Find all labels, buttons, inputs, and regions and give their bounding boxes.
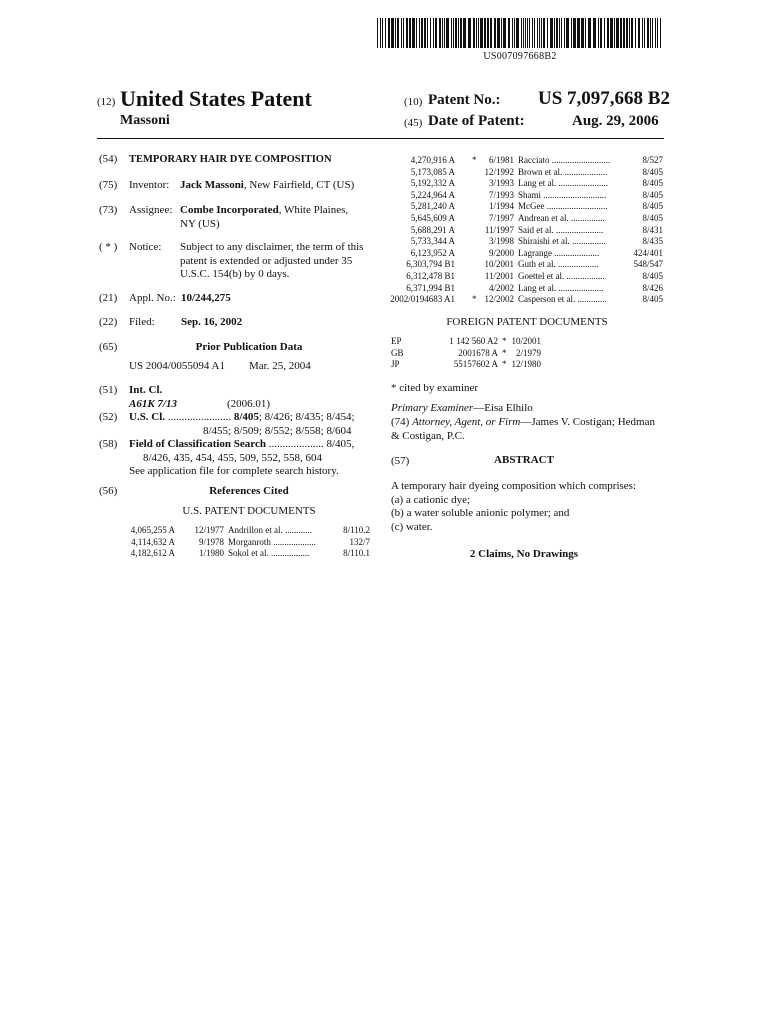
barcode-bar (439, 18, 441, 48)
reference-star: * (472, 294, 477, 305)
reference-cls: 8/110.2 (343, 525, 370, 535)
barcode-bar (547, 18, 548, 48)
reference-num: 5,224,964 A (410, 189, 455, 200)
barcode-bar (427, 18, 428, 48)
fcs-label: Field of Classification Search (129, 438, 266, 450)
prior-pub-heading: Prior Publication Data (195, 341, 303, 353)
foreign-star: * (502, 336, 507, 346)
reference-num: 4,065,255 A (130, 525, 175, 535)
barcode-bar (406, 18, 408, 48)
us-docs-heading: U.S. PATENT DOCUMENTS (182, 505, 316, 517)
examiner-label: Primary Examiner (391, 402, 474, 414)
foreign-heading: FOREIGN PATENT DOCUMENTS (446, 316, 608, 328)
barcode-bar (403, 18, 404, 48)
code-10: (10) (404, 96, 423, 108)
reference-date: 7/1993 (488, 189, 514, 200)
reference-name: Said et al. ..................... (518, 224, 604, 235)
reference-name: Morganroth ................... (228, 536, 316, 547)
abstract-line-4: (c) water. (391, 520, 433, 533)
barcode-bar (487, 18, 489, 48)
barcode-bar (610, 18, 613, 48)
barcode-bar (543, 18, 545, 48)
reference-name: Sokol et al. ................. (228, 548, 310, 559)
barcode-bar (476, 18, 477, 48)
barcode-bar (424, 18, 426, 48)
reference-cls: 8/527 (642, 155, 663, 165)
references-heading: References Cited (209, 485, 289, 497)
reference-name: Brown et al. ................... (518, 166, 608, 177)
reference-date: 12/2002 (484, 294, 514, 305)
code-21: (21) (99, 292, 118, 304)
date-label: Date of Patent: (428, 113, 525, 129)
reference-cls: 548/547 (633, 259, 663, 270)
reference-date: 10/2001 (484, 259, 514, 270)
assignee-name: Combe Incorporated (180, 204, 279, 216)
abstract-heading: ABSTRACT (494, 454, 554, 466)
barcode-number: US007097668B2 (483, 51, 557, 62)
reference-date: 9/1978 (198, 536, 224, 547)
barcode (377, 18, 663, 48)
reference-date: 1/1980 (198, 548, 224, 559)
reference-row (368, 167, 663, 179)
notice-line-1: Subject to any disclaimer, the term of this (180, 241, 364, 253)
barcode-bar (650, 18, 651, 48)
reference-cls: 8/405 (642, 178, 663, 189)
barcode-bar (490, 18, 492, 48)
foreign-star: * (502, 347, 507, 358)
barcode-bar (409, 18, 411, 48)
barcode-bar (607, 18, 609, 48)
patent-no-label: Patent No.: (428, 92, 501, 108)
notice-label: Notice: (129, 241, 162, 253)
us-cl-label: U.S. Cl. (129, 411, 166, 423)
reference-num: 4,270,916 A (410, 155, 455, 165)
abstract-line-2: (a) a cationic dye; (391, 493, 471, 506)
reference-row (368, 213, 663, 225)
reference-name: McGee ........................... (518, 201, 608, 212)
reference-date: 12/1977 (194, 525, 224, 535)
assignee-location: , White Plaines, (278, 204, 349, 216)
barcode-bar (581, 18, 584, 48)
reference-date: 6/1981 (488, 155, 514, 165)
foreign-reference-row (391, 348, 591, 360)
foreign-date: 10/2001 (511, 336, 541, 346)
reference-date: 11/1997 (484, 224, 514, 235)
reference-num: 6,371,994 B1 (406, 282, 455, 293)
cited-note: * cited by examiner (391, 382, 479, 394)
barcode-bar (539, 18, 540, 48)
barcode-bar (638, 18, 640, 48)
filed-date: Sep. 16, 2002 (181, 316, 243, 328)
barcode-bar (478, 18, 479, 48)
fcs-dots: .................... (265, 438, 324, 450)
barcode-bar (458, 18, 459, 48)
barcode-bar (604, 18, 605, 48)
barcode-bar (534, 18, 535, 48)
inventor-name: Jack Massoni (180, 179, 244, 191)
barcode-bar (635, 18, 636, 48)
barcode-bar (421, 18, 423, 48)
us-cl-rest: ; 8/426; 8/435; 8/454; (258, 411, 355, 423)
code-57: (57) (391, 455, 410, 467)
code-73: (73) (99, 204, 118, 216)
reference-row (120, 525, 370, 537)
reference-cls: 8/435 (642, 236, 663, 247)
barcode-bar (614, 18, 615, 48)
examiner-name: —Eisa Elhilo (473, 402, 533, 414)
reference-num: 6,123,952 A (410, 247, 455, 258)
barcode-bar (516, 18, 519, 48)
barcode-bar (391, 18, 394, 48)
code-45: (45) (404, 117, 423, 129)
barcode-bar (435, 18, 437, 48)
reference-name: Goettel et al. ................. (518, 271, 605, 281)
reference-row (368, 236, 663, 248)
code-12: (12) (97, 96, 116, 108)
barcode-bar (541, 18, 542, 48)
barcode-bar (657, 18, 658, 48)
barcode-bar (442, 18, 443, 48)
barcode-bar (430, 18, 431, 48)
barcode-bar (616, 18, 619, 48)
code-56: (56) (99, 485, 118, 497)
reference-num: 6,303,794 B1 (406, 259, 455, 270)
barcode-bar (385, 18, 386, 48)
foreign-star: * (502, 359, 507, 370)
barcode-bar (623, 18, 625, 48)
claims-summary: 2 Claims, No Drawings (469, 548, 579, 560)
patent-number: US 7,097,668 B2 (538, 88, 670, 109)
barcode-bar (484, 18, 486, 48)
barcode-bar (556, 18, 558, 48)
barcode-bar (537, 18, 538, 48)
reference-name: Shami ............................ (518, 189, 607, 200)
reference-row (120, 548, 370, 560)
barcode-bar (647, 18, 649, 48)
reference-row (368, 283, 663, 295)
barcode-bar (521, 18, 522, 48)
filed-label: Filed: (129, 316, 155, 328)
attorney-line-2: & Costigan, P.C. (391, 429, 465, 442)
inventor-label: Inventor: (129, 179, 170, 191)
foreign-num: 1 142 560 A2 (449, 336, 498, 346)
barcode-bar (501, 18, 502, 48)
barcode-bar (561, 18, 562, 48)
int-cl-version: (2006.01) (227, 397, 271, 410)
barcode-bar (397, 18, 399, 48)
attorney-label: Attorney, Agent, or Firm (412, 416, 521, 428)
primary-examiner (391, 402, 533, 416)
fcs-line-1 (129, 438, 354, 452)
barcode-bar (503, 18, 506, 48)
reference-star: * (472, 155, 477, 165)
reference-row (368, 178, 663, 190)
reference-name: Andrillon et al. ............ (228, 525, 312, 535)
barcode-bar (473, 18, 475, 48)
foreign-country: GB (391, 347, 404, 358)
foreign-country: JP (391, 359, 400, 370)
fcs-line-3: See application file for complete search history. (129, 465, 339, 477)
barcode-bar (419, 18, 420, 48)
foreign-reference-row (391, 359, 591, 371)
barcode-bar (508, 18, 510, 48)
reference-cls: 8/405 (642, 213, 663, 223)
reference-name: Andrean et al. ............... (518, 213, 605, 223)
int-cl-label: Int. Cl. (129, 384, 163, 396)
reference-row (368, 190, 663, 202)
reference-cls: 8/110.1 (343, 548, 370, 559)
barcode-bar (644, 18, 645, 48)
barcode-bar (532, 18, 533, 48)
attorney-name: —James V. Costigan; Hedman (520, 416, 655, 428)
reference-name: Shiraishi et al. ............... (518, 236, 606, 247)
code-22: (22) (99, 316, 118, 328)
reference-num: 6,312,478 B1 (406, 271, 455, 281)
reference-date: 9/2000 (488, 247, 514, 258)
barcode-bar (451, 18, 452, 48)
patent-date: Aug. 29, 2006 (572, 113, 659, 129)
barcode-bar (660, 18, 661, 48)
reference-name: Lagrange .................... (518, 247, 600, 258)
reference-row (368, 259, 663, 271)
barcode-bar (433, 18, 434, 48)
barcode-bar (564, 18, 565, 48)
barcode-bar (512, 18, 513, 48)
barcode-bar (585, 18, 586, 48)
notice-line-2: patent is extended or adjusted under 35 (180, 254, 353, 267)
code-58: (58) (99, 438, 118, 450)
barcode-bar (631, 18, 633, 48)
reference-row (368, 248, 663, 260)
reference-num: 4,114,632 A (131, 536, 175, 547)
barcode-bar (514, 18, 515, 48)
fcs-line-2: 8/426, 435, 454, 455, 509, 552, 558, 604 (143, 451, 323, 464)
reference-row (368, 155, 663, 167)
barcode-bar (446, 18, 449, 48)
inventor-short: Massoni (120, 113, 170, 128)
foreign-date: 2/1979 (515, 347, 541, 358)
barcode-bar (527, 18, 528, 48)
barcode-bar (554, 18, 555, 48)
reference-num: 5,173,085 A (410, 166, 455, 177)
code-51: (51) (99, 384, 118, 396)
reference-row (368, 271, 663, 283)
reference-cls: 8/405 (642, 166, 663, 177)
barcode-bar (559, 18, 560, 48)
reference-date: 12/1992 (484, 166, 514, 177)
barcode-bar (529, 18, 530, 48)
abstract-line-1: A temporary hair dyeing composition which comprises: (391, 480, 637, 492)
barcode-bar (626, 18, 628, 48)
barcode-bar (598, 18, 599, 48)
attorney-line-1 (391, 416, 655, 430)
barcode-bar (588, 18, 591, 48)
reference-row (120, 537, 370, 549)
barcode-bar (494, 18, 496, 48)
document-type: United States Patent (120, 86, 312, 111)
prior-pub-date: Mar. 25, 2004 (249, 360, 311, 372)
barcode-bar (571, 18, 572, 48)
assignee-label: Assignee: (129, 204, 173, 216)
reference-cls: 424/401 (633, 247, 663, 258)
barcode-bar (629, 18, 630, 48)
barcode-bar (566, 18, 569, 48)
barcode-bar (573, 18, 576, 48)
reference-date: 1/1994 (488, 201, 514, 212)
inventor-line (180, 179, 354, 193)
barcode-bar (468, 18, 471, 48)
barcode-bar (463, 18, 466, 48)
code-54: (54) (99, 153, 118, 165)
reference-date: 7/1997 (488, 213, 514, 223)
reference-num: 5,645,609 A (410, 213, 455, 223)
barcode-bar (497, 18, 500, 48)
barcode-bar (388, 18, 390, 48)
foreign-country: EP (391, 336, 402, 346)
foreign-reference-row (391, 336, 591, 348)
barcode-bar (377, 18, 378, 48)
reference-name: Racciato .......................... (518, 155, 611, 165)
reference-row (368, 225, 663, 237)
barcode-bar (577, 18, 580, 48)
inventor-location: , New Fairfield, CT (US) (243, 179, 355, 191)
barcode-bar (455, 18, 457, 48)
foreign-num: 2001678 A (458, 347, 498, 358)
assignee-location-2: NY (US) (180, 217, 220, 230)
prior-pub-number: US 2004/0055094 A1 (129, 360, 225, 372)
us-cl-main: 8/405 (233, 411, 259, 423)
us-cl-dots: ....................... (165, 411, 232, 423)
barcode-bar (525, 18, 526, 48)
foreign-date: 12/1980 (511, 359, 541, 370)
title: TEMPORARY HAIR DYE COMPOSITION (129, 154, 332, 165)
barcode-bar (444, 18, 445, 48)
fcs-first: 8/405, (326, 438, 355, 450)
reference-cls: 8/431 (642, 224, 663, 235)
reference-date: 4/2002 (488, 282, 514, 293)
code-52: (52) (99, 411, 118, 423)
us-cl-line-1 (129, 411, 355, 425)
reference-num: 5,192,332 A (410, 178, 455, 189)
barcode-bar (655, 18, 656, 48)
reference-date: 3/1993 (488, 178, 514, 189)
reference-num: 5,281,240 A (410, 201, 455, 212)
barcode-bar (642, 18, 643, 48)
barcode-bar (652, 18, 653, 48)
barcode-bar (620, 18, 622, 48)
reference-date: 11/2001 (484, 271, 514, 281)
reference-cls: 8/405 (642, 294, 663, 305)
abstract-line-3: (b) a water soluble anionic polymer; and (391, 507, 570, 519)
barcode-bar (382, 18, 383, 48)
reference-cls: 8/426 (642, 282, 663, 293)
reference-cls: 8/405 (642, 201, 663, 212)
barcode-bar (401, 18, 402, 48)
reference-cls: 132/7 (349, 536, 370, 547)
barcode-bar (593, 18, 596, 48)
attorney-code: (74) (391, 416, 410, 428)
assignee-line (180, 204, 348, 218)
barcode-bar (453, 18, 454, 48)
reference-name: Casperson et al. ............. (518, 294, 607, 305)
code-75: (75) (99, 179, 118, 191)
reference-num: 2002/0194683 A1 (390, 294, 455, 305)
barcode-bar (600, 18, 602, 48)
reference-date: 3/1998 (488, 236, 514, 247)
code-65: (65) (99, 341, 118, 353)
barcode-bar (523, 18, 524, 48)
reference-name: Lang et al. .................... (518, 282, 604, 293)
barcode-bar (480, 18, 483, 48)
us-cl-line-2: 8/455; 8/509; 8/552; 8/558; 8/604 (203, 424, 352, 437)
reference-num: 5,733,344 A (410, 236, 455, 247)
reference-num: 5,688,291 A (410, 224, 455, 235)
barcode-bar (380, 18, 381, 48)
foreign-num: 55157602 A (453, 359, 498, 370)
reference-cls: 8/405 (642, 189, 663, 200)
reference-num: 4,182,612 A (130, 548, 175, 559)
appl-label: Appl. No.: (129, 292, 176, 304)
barcode-bar (395, 18, 396, 48)
barcode-bar (412, 18, 415, 48)
barcode-bar (460, 18, 462, 48)
header-rule (97, 138, 664, 139)
barcode-bar (416, 18, 417, 48)
barcode-bar (550, 18, 553, 48)
reference-name: Guth et al. .................. (518, 259, 599, 270)
reference-cls: 8/405 (642, 271, 663, 281)
appl-number: 10/244,275 (181, 292, 231, 304)
notice-line-3: U.S.C. 154(b) by 0 days. (180, 268, 290, 280)
notice-code: ( * ) (99, 241, 118, 253)
int-cl-code: A61K 7/13 (129, 397, 177, 410)
reference-name: Lang et al. ...................... (518, 178, 608, 189)
reference-row (368, 201, 663, 213)
reference-row (368, 294, 663, 306)
